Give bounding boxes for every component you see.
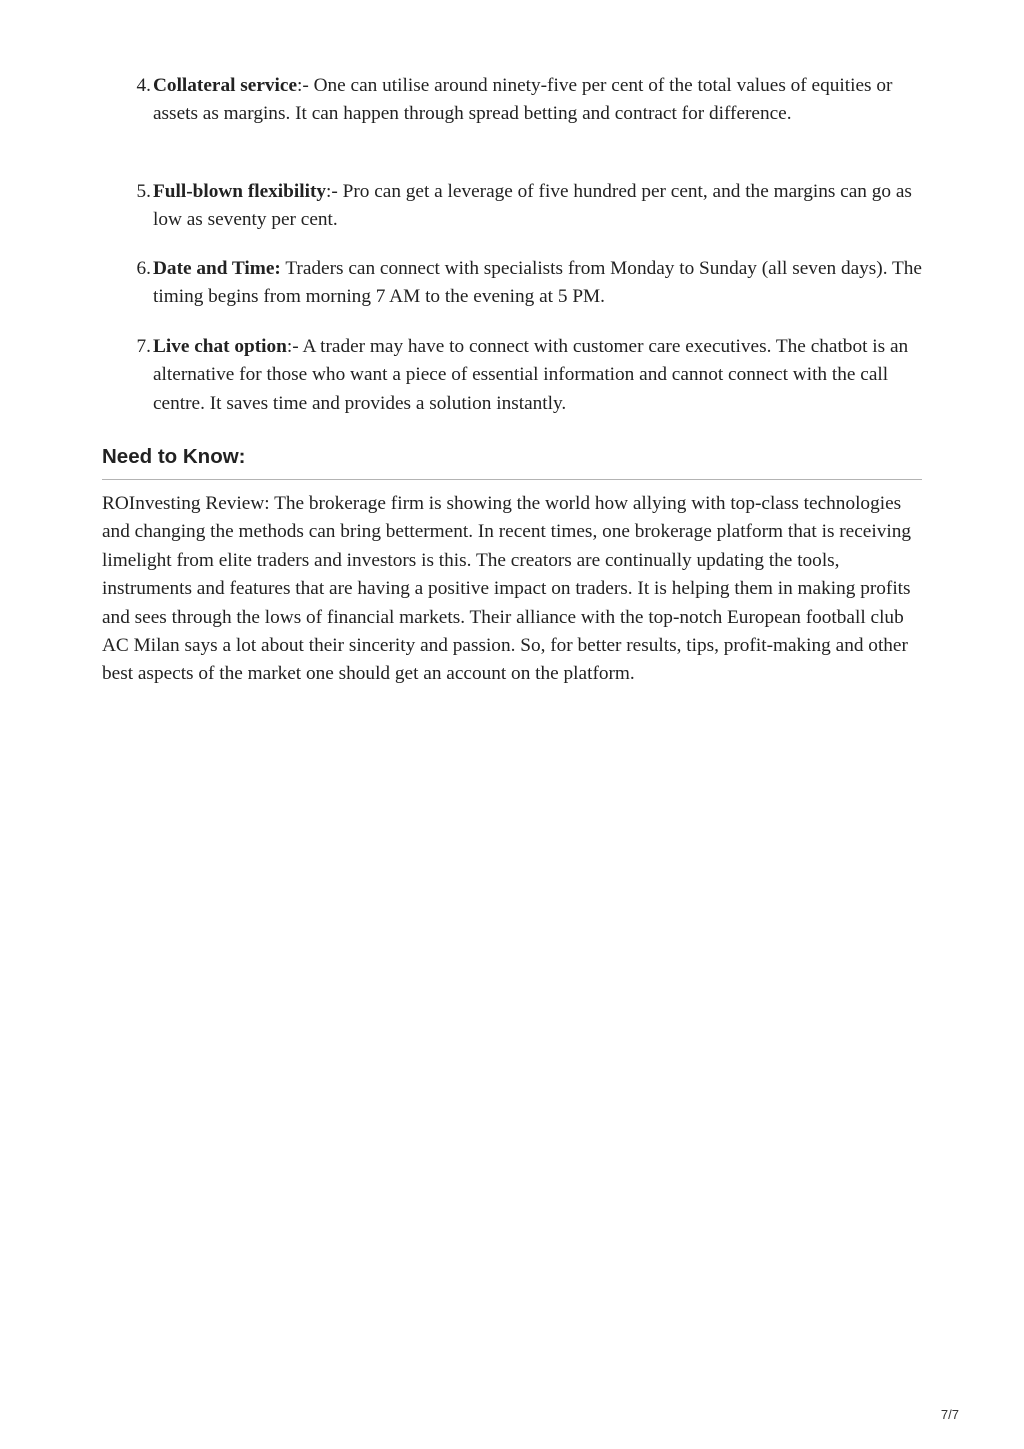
page-number: 7/7 [940,1407,959,1422]
section-heading: Need to Know: [102,445,246,468]
list-item-date-and-time [136,255,928,312]
list-item-collateral-service [136,72,928,129]
heading-divider [102,479,922,480]
list-term: Collateral service [153,75,298,96]
list-text: :- A trader may have to connect with customer care executives. The chatbot is an alternative for those who want a piece of essential information and cannot connect with the call centre. It saves time and provides a solution instantly. [153,336,909,414]
list-number: 7. [136,336,151,357]
section-paragraph: ROInvesting Review: The brokerage firm is showing the world how allying with top-class technologies and changing the methods can bring betterment. In recent times, one brokerage platform that is receiving limelight from elite traders and investors is this. The creators are continually updating the tools, instruments and features that are having a positive impact on traders. It is helping them in making profits and sees through the lows of financial markets. Their alliance with the top-notch European football club AC Milan says a lot about their sincerity and passion. So, for better results, tips, profit-making and other best aspects of the market one should get an account on the platform. [102,493,911,685]
list-text: :- One can utilise around ninety-five per cent of the total values of equities or assets as margins. It can happen through spread betting and contract for difference. [153,75,893,125]
list-item-full-blown-flexibility [136,178,928,235]
list-text: Traders can connect with specialists from Monday to Sunday (all seven days). The timing begins from morning 7 AM to the evening at 5 PM. [153,258,922,308]
list-term: Live chat option [153,336,287,357]
list-number: 4. [136,75,151,96]
list-number: 6. [136,258,151,279]
list-term: Full-blown flexibility [153,181,327,202]
list-text: :- Pro can get a leverage of five hundred per cent, and the margins can go as low as seventy per cent. [153,181,912,231]
list-term: Date and Time: [153,258,281,279]
list-number: 5. [136,181,151,202]
list-item-live-chat-option [136,333,928,418]
